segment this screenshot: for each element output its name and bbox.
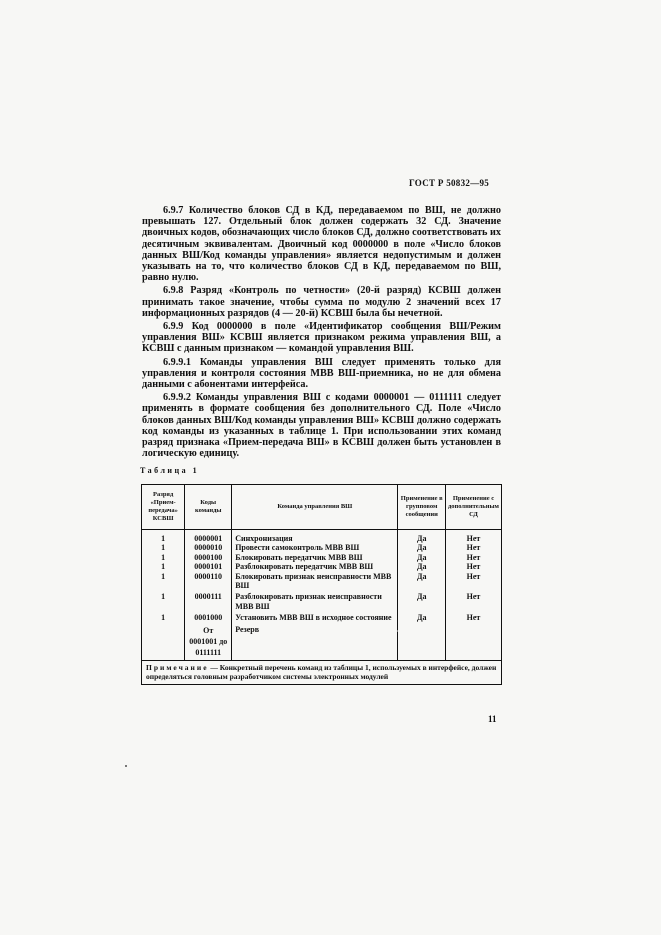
table-row xyxy=(142,590,502,611)
header-extra: Применение с дополнительным СД xyxy=(445,485,501,530)
scan-speck xyxy=(397,630,398,632)
cell-bit: 1 xyxy=(142,611,185,622)
table-caption: Таблица 1 xyxy=(140,466,200,475)
cell-extra: Нет xyxy=(445,530,501,544)
cell-code: 0001000 xyxy=(185,611,232,622)
cell-bit: 1 xyxy=(142,572,185,591)
cell-command: Блокировать признак неисправности МВВ ВШ xyxy=(232,572,398,591)
paragraph-6-9-7: 6.9.7 Количество блоков СД в КД, передаваемом по ВШ, не должно превышать 127. Отдельный блок должен содержать 32 СД. Значение двоичных кодов, обозначающих число блоков СД, должно соответствовать их десятичным эквивалентам. Двоичный код 0000000 в поле «Число блоков данных ВШ/Код команды управления» является недопустимым и должен указывать на то, что количество блоков СД в КД, передаваемом по ВШ, равно нулю. xyxy=(142,205,501,284)
cell-group: Да xyxy=(398,590,446,611)
cell-bit: 1 xyxy=(142,553,185,562)
cell-extra: Нет xyxy=(445,553,501,562)
table-note-row xyxy=(142,660,502,684)
cell-group: Да xyxy=(398,572,446,591)
cell-bit: 1 xyxy=(142,590,185,611)
table-row xyxy=(142,611,502,622)
page-number: 11 xyxy=(488,714,497,724)
cell-group: Да xyxy=(398,530,446,544)
cell-bit: 1 xyxy=(142,530,185,544)
cell-command: Разблокировать признак неисправности МВВ ВШ xyxy=(232,590,398,611)
document-code: ГОСТ Р 50832—95 xyxy=(409,178,490,188)
table-header-row xyxy=(142,485,502,530)
cell-extra: Нет xyxy=(445,562,501,571)
cell-command: Блокировать передатчик МВВ ВШ xyxy=(232,553,398,562)
paragraph-6-9-9-1: 6.9.9.1 Команды управления ВШ следует применять только для управления и контроля состояния МВВ ВШ-приемника, но не для обмена данными с абонентами интерфейса. xyxy=(142,356,501,391)
table-row xyxy=(142,530,502,544)
table-row xyxy=(142,572,502,591)
cell-group: Да xyxy=(398,611,446,622)
cell-code: 0000110 xyxy=(185,572,232,591)
commands-table xyxy=(141,484,502,685)
note-text: — Конкретный перечень команд из таблицы 1, используемых в интерфейсе, должен определяться головным разработчиком системы электронных модулей xyxy=(146,662,497,682)
scan-speck xyxy=(125,765,127,767)
table-row xyxy=(142,543,502,552)
cell-code: 0000001 xyxy=(185,530,232,544)
paragraph-6-9-8: 6.9.8 Разряд «Контроль по четности» (20-й разряд) КСВШ должен принимать такое значение, чтобы сумма по модулю 2 значений всех 17 информационных разрядов (4 — 20-й) КСВШ была бы нечетной. xyxy=(142,285,501,319)
cell-command: Синхронизация xyxy=(232,530,398,544)
cell-group: Да xyxy=(398,562,446,571)
cell-command: Провести самоконтроль МВВ ВШ xyxy=(232,543,398,552)
table-row xyxy=(142,553,502,562)
cell-extra: Нет xyxy=(445,543,501,552)
cell-group: Да xyxy=(398,543,446,552)
cell-extra xyxy=(445,623,501,661)
cell-command: Резерв xyxy=(232,623,398,661)
cell-extra: Нет xyxy=(445,611,501,622)
table-row xyxy=(142,562,502,571)
cell-code: 0000111 xyxy=(185,590,232,611)
cell-command: Установить МВВ ВШ в исходное состояние xyxy=(232,611,398,622)
paragraph-6-9-9-2: 6.9.9.2 Команды управления ВШ с кодами 0000001 — 0111111 следует применять в формате сообщения без дополнительного СД. Поле «Число блоков данных ВШ/Код команды управления ВШ» КСВШ должно содержать код команды из указанных в таблице 1. При использовании этих команд разряд признака «Прием-передача ВШ» в КСВШ должен быть установлен в логическую единицу. xyxy=(142,392,501,460)
cell-bit xyxy=(142,623,185,661)
cell-code: 0000101 xyxy=(185,562,232,571)
table-note xyxy=(142,660,502,684)
header-codes: Коды команды xyxy=(185,485,232,530)
cell-command: Разблокировать передатчик МВВ ВШ xyxy=(232,562,398,571)
cell-code: 0000100 xyxy=(185,553,232,562)
cell-extra: Нет xyxy=(445,590,501,611)
cell-bit: 1 xyxy=(142,562,185,571)
header-bit: Разряд «Прием-передача» КСВШ xyxy=(142,485,185,530)
table-row xyxy=(142,623,502,661)
cell-bit: 1 xyxy=(142,543,185,552)
cell-code: От 0001001 до 0111111 xyxy=(185,623,232,661)
cell-code: 0000010 xyxy=(185,543,232,552)
body-text xyxy=(142,205,501,461)
header-command: Команда управления ВШ xyxy=(232,485,398,530)
paragraph-6-9-9: 6.9.9 Код 0000000 в поле «Идентификатор сообщения ВШ/Режим управления ВШ» КСВШ является признаком режима управления ВШ, а КСВШ с данным признаком — командой управления ВШ. xyxy=(142,321,501,355)
note-label: Примечание xyxy=(146,662,209,672)
header-group: Применение в групповом сообщении xyxy=(398,485,446,530)
cell-group xyxy=(398,623,446,661)
cell-group: Да xyxy=(398,553,446,562)
cell-extra: Нет xyxy=(445,572,501,591)
